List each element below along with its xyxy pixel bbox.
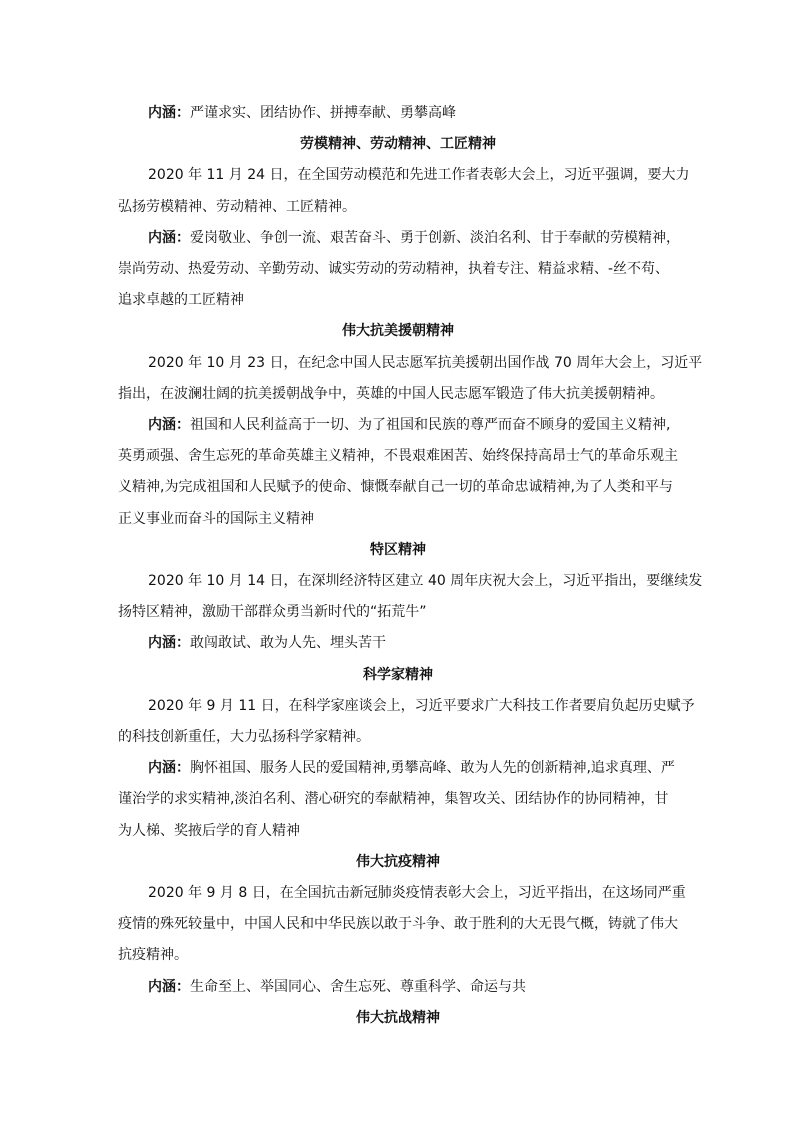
desc-line: 弘扬劳模精神、劳动精神、工匠精神。 [118, 198, 356, 215]
neihan-line: 义精神,为完成祖国和人民赋予的使命、慷慨奉献自己一切的革命忠诚精神,为了人类和平与 [118, 479, 673, 496]
desc-line: 2020 年 11 月 24 日，在全国劳动模范和先进工作者表彰大会上，习近平强调，要大力 [148, 167, 690, 184]
section-title: 伟大抗战精神 [356, 1009, 440, 1026]
desc-line: 2020 年 9 月 11 日，在科学家座谈会上，习近平要求广大科技工作者要肩负起历史赋予 [148, 697, 695, 714]
neihan-paragraph [118, 98, 678, 129]
neihan-text: 严谨求实、团结协作、拼搏奉献、勇攀高峰 [190, 105, 456, 121]
desc-line: 指出，在波澜壮阔的抗美援朝战争中，英雄的中国人民志愿军锻造了伟大抗美援朝精神。 [118, 385, 664, 402]
neihan-label: 内涵： [148, 229, 190, 246]
neihan-line: 追求卓越的工匠精神 [118, 292, 244, 309]
neihan-paragraph [118, 628, 678, 659]
neihan-text: 祖国和人民利益高于一切、为了祖国和民族的尊严而奋不顾身的爱国主义精神, [190, 417, 671, 434]
desc-line: 的科技创新重任，大力弘扬科学家精神。 [118, 729, 370, 746]
neihan-line: 谨治学的求实精神,淡泊名利、潜心研究的奉献精神，集智攻关、团结协作的协同精神，甘 [118, 791, 669, 808]
desc-line: 2020 年 9 月 8 日，在全国抗击新冠肺炎疫情表彰大会上，习近平指出，在这场同严重 [148, 885, 686, 902]
neihan-line: 英勇顽强、舍生忘死的革命英雄主义精神，不畏艰难困苦、始终保持高昂士气的革命乐观主 [118, 448, 678, 465]
neihan-label: 内涵： [148, 978, 190, 995]
neihan-text: 敢闯敢试、敢为人先、埋头苦干 [190, 635, 386, 652]
desc-line: 2020 年 10 月 14 日，在深圳经济特区建立 40 周年庆祝大会上，习近平指出，要继续发 [148, 573, 703, 590]
neihan-line: 正义事业而奋斗的国际主义精神 [118, 510, 314, 527]
neihan-paragraph [118, 972, 678, 1003]
section-title: 伟大抗美援朝精神 [342, 323, 454, 340]
neihan-paragraph [118, 410, 678, 441]
section-title: 伟大抗疫精神 [356, 853, 440, 870]
neihan-label: 内涵： [148, 635, 190, 652]
neihan-line: 为人梯、奖掖后学的育人精神 [118, 822, 300, 839]
neihan-text: 爱岗敬业、争创一流、艰苦奋斗、勇于创新、淡泊名利、甘于奉献的劳模精神， [190, 229, 680, 246]
section-title: 特区精神 [370, 541, 426, 558]
neihan-line: 崇尚劳动、热爱劳动、辛勤劳动、诚实劳动的劳动精神，执着专注、精益求精、-丝不苟、 [118, 261, 670, 278]
neihan-label: 内涵： [148, 417, 190, 434]
section-title: 科学家精神 [363, 666, 433, 683]
neihan-text: 胸怀祖国、服务人民的爱国精神,勇攀高峰、敢为人先的创新精神,追求真理、严 [190, 760, 675, 777]
desc-line: 疫情的殊死较量中，中国人民和中华民族以敢于斗争、敢于胜利的大无畏气概，铸就了伟大 [118, 916, 678, 933]
desc-line: 扬特区精神，激励干部群众勇当新时代的“拓荒牛” [118, 604, 427, 621]
desc-line: 2020 年 10 月 23 日，在纪念中国人民志愿军抗美援朝出国作战 70 周年大会上，习近平 [148, 354, 703, 371]
neihan-paragraph [118, 223, 678, 254]
neihan-label: 内涵： [148, 760, 190, 777]
neihan-label: 内涵： [148, 105, 190, 121]
neihan-text: 生命至上、举国同心、舍生忘死、尊重科学、命运与共 [190, 978, 526, 995]
section-title: 劳模精神、劳动精神、工匠精神 [300, 136, 496, 153]
desc-line: 抗疫精神。 [118, 947, 188, 964]
neihan-paragraph [118, 753, 678, 784]
